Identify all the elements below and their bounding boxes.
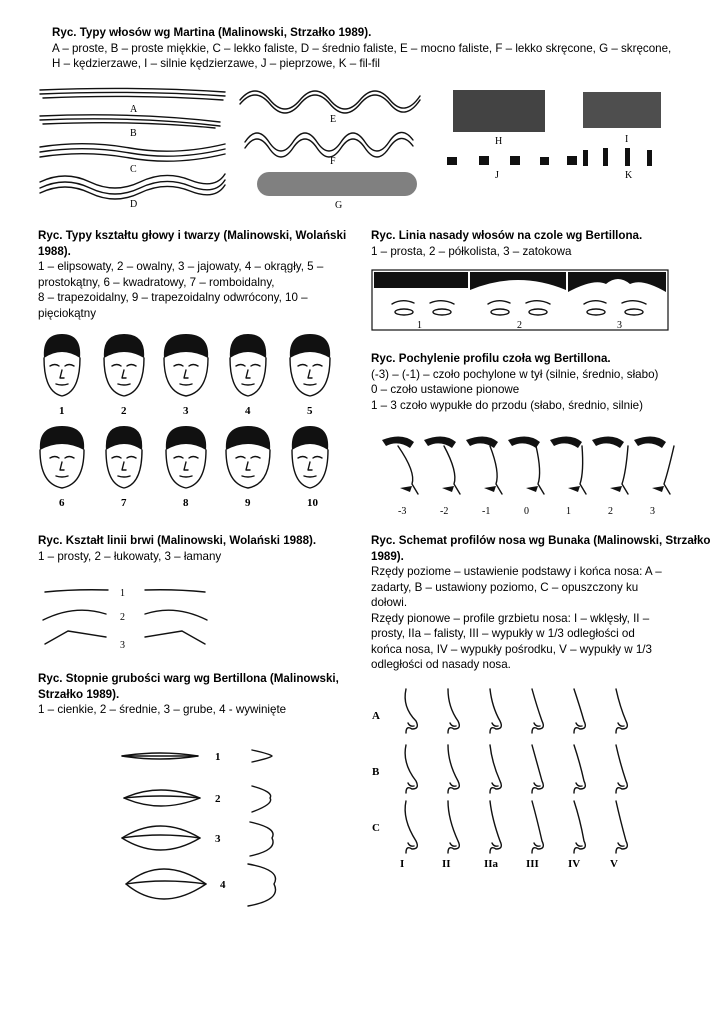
nose-col-label-5: IV	[568, 858, 581, 870]
hair-sample-j	[447, 156, 577, 181]
hair-sample-f	[245, 132, 413, 167]
face-label-6: 6	[59, 497, 65, 509]
hair-label-i: I	[625, 134, 629, 145]
nose-col-label-4: III	[526, 858, 539, 870]
brow-sample-3	[45, 631, 205, 651]
face-shape-7	[106, 426, 142, 488]
brow-label-1: 1	[120, 588, 125, 599]
forehead-profile-4	[508, 436, 544, 494]
forehead-legend-line3: 1 – 3 czoło wypukłe do przodu (słabo, średnio, silnie)	[371, 398, 643, 412]
lips-sample-1	[122, 750, 272, 763]
nose-profile-c-2	[448, 801, 459, 853]
hair-title: Ryc. Typy włosów wg Martina (Malinowski, Strzałko 1989).	[52, 26, 372, 39]
face-label-2: 2	[121, 405, 127, 417]
face-shape-9	[226, 426, 270, 488]
nose-profile-b-4	[532, 745, 543, 793]
nose-col-label-3: IIa	[484, 858, 499, 870]
nose-legend-line5: prosty, IIa – falisty, III – wypukły w 1/3 odległości od	[371, 627, 635, 640]
hair-sample-g	[257, 172, 417, 211]
nose-profile-c-5	[574, 801, 585, 853]
face-label-9: 9	[245, 497, 251, 509]
nose-legend-line3: dołowi.	[371, 596, 408, 609]
nose-profile-a-2	[448, 689, 459, 733]
nose-col-label-2: II	[442, 858, 451, 870]
forehead-profile-3	[466, 436, 502, 494]
head-caption	[38, 228, 358, 321]
nose-profile-b-3	[490, 745, 501, 793]
hair-label-f: F	[330, 156, 336, 167]
hair-sample-h	[453, 90, 545, 147]
hair-legend-line1: A – proste, B – proste miękkie, C – lekko faliste, D – średnio faliste, E – mocno faliste, F – lekko skręcone, G – skręcone,	[52, 41, 672, 55]
nose-profile-a-5	[574, 689, 585, 733]
hair-caption	[52, 25, 712, 72]
brow-legend-line1: 1 – prosty, 2 – łukowaty, 3 – łamany	[38, 549, 222, 563]
lips-title: Ryc. Stopnie grubości warg wg Bertillona (Malinowski, Strzałko 1989).	[38, 672, 339, 701]
hair-label-a: A	[130, 104, 138, 115]
brow-label-2: 2	[120, 612, 125, 623]
forehead-label-6: 2	[608, 506, 613, 517]
lips-label-4: 4	[220, 879, 226, 891]
head-legend-line3: 8 – trapezoidalny, 9 – trapezoidalny odwrócony, 10 –	[38, 291, 308, 304]
hair-label-h: H	[495, 136, 503, 147]
hair-label-b: B	[130, 128, 137, 139]
hair-sample-d	[40, 174, 225, 210]
lips-sample-4	[126, 864, 276, 906]
forehead-profile-6	[592, 436, 628, 494]
lips-legend-line1: 1 – cienkie, 2 – średnie, 3 – grube, 4 - wywinięte	[38, 703, 287, 716]
hair-sample-b	[40, 115, 220, 139]
nose-profile-a-1	[405, 689, 417, 733]
face-shape-1	[44, 334, 80, 396]
brow-title: Ryc. Kształt linii brwi (Malinowski, Wolański 1988).	[38, 534, 317, 547]
forehead-label-3: -1	[482, 506, 491, 517]
nose-profile-b-2	[448, 745, 459, 793]
forehead-label-4: 0	[524, 506, 529, 517]
face-label-7: 7	[121, 497, 127, 509]
forehead-label-1: -3	[398, 506, 407, 517]
forehead-label-7: 3	[650, 506, 655, 517]
hair-label-k: K	[625, 170, 633, 181]
hair-types-figure	[35, 82, 695, 212]
nose-figure	[372, 685, 662, 870]
hairline-caption	[371, 228, 701, 259]
brow-figure	[40, 584, 220, 654]
hair-label-e: E	[330, 114, 337, 125]
face-shape-6	[40, 426, 84, 488]
forehead-profile-2	[424, 436, 460, 494]
forehead-figure	[372, 432, 672, 518]
hair-legend-line2: H – kędzierzawe, I – silnie kędzierzawe, J – pieprzowe, K – fil-fil	[52, 57, 380, 70]
nose-profile-b-5	[574, 745, 585, 793]
nose-legend-line1: Rzędy poziome – ustawienie podstawy i końca nosa: A –	[371, 565, 662, 578]
head-legend-line1: 1 – elipsowaty, 2 – owalny, 3 – jajowaty, 4 – okrągły, 5 –	[38, 260, 324, 273]
hair-label-g: G	[335, 200, 343, 211]
nose-profile-a-3	[490, 689, 501, 733]
face-label-3: 3	[183, 405, 189, 417]
forehead-label-2: -2	[440, 506, 449, 517]
forehead-label-5: 1	[566, 506, 571, 517]
head-shapes-figure	[40, 330, 360, 520]
nose-caption	[371, 533, 711, 673]
lips-label-3: 3	[215, 833, 221, 845]
hair-sample-e	[240, 91, 420, 125]
forehead-legend-line1: (-3) – (-1) – czoło pochylone w tył (silnie, średnio, słabo)	[371, 367, 659, 381]
nose-col-label-6: V	[610, 858, 618, 870]
hairline-sample-3	[568, 272, 666, 331]
head-legend-line4: pięciokątny	[38, 306, 97, 320]
face-label-10: 10	[307, 497, 318, 509]
nose-col-label-1: I	[400, 858, 405, 870]
forehead-profile-1	[382, 436, 418, 494]
face-shape-3	[164, 334, 208, 396]
head-title: Ryc. Typy kształtu głowy i twarzy (Malinowski, Wolański 1988).	[38, 229, 347, 258]
forehead-caption	[371, 351, 711, 413]
nose-legend-line6: końca nosa, IV – wypukły pośrodku, V – wypukły w 1/3	[371, 642, 652, 656]
hair-sample-c	[40, 144, 225, 175]
head-legend-line2: prostokątny, 6 – kwadratowy, 7 – romboidalny,	[38, 275, 275, 289]
face-label-5: 5	[307, 405, 313, 417]
face-shape-5	[290, 334, 330, 396]
nose-profile-c-4	[532, 801, 543, 853]
hairline-label-2: 2	[517, 320, 522, 331]
hairline-label-3: 3	[617, 320, 622, 331]
face-shape-8	[166, 426, 206, 488]
hair-label-d: D	[130, 199, 138, 210]
nose-profile-a-6	[616, 689, 627, 733]
lips-figure	[120, 742, 290, 912]
nose-profile-c-3	[490, 801, 501, 853]
hairline-sample-2	[470, 272, 566, 331]
face-shape-10	[292, 426, 328, 488]
hairline-figure	[372, 270, 668, 332]
brow-label-3: 3	[120, 640, 125, 651]
hair-sample-k	[583, 148, 652, 181]
nose-legend-line2: zadarty, B – ustawiony poziomo, C – opuszczony ku	[371, 580, 639, 594]
hairline-label-1: 1	[417, 320, 422, 331]
brow-caption	[38, 533, 358, 564]
face-shape-2	[104, 334, 144, 396]
hair-label-c: C	[130, 164, 137, 175]
hair-label-j: J	[495, 170, 499, 181]
hairline-legend-line1: 1 – prosta, 2 – półkolista, 3 – zatokowa	[371, 244, 572, 258]
forehead-legend-line2: 0 – czoło ustawione pionowe	[371, 383, 520, 396]
brow-sample-2	[43, 610, 207, 623]
hair-sample-a	[40, 88, 225, 115]
forehead-profile-7	[634, 436, 674, 494]
lips-label-2: 2	[215, 793, 221, 805]
nose-row-label-c: C	[372, 822, 380, 834]
face-label-1: 1	[59, 405, 65, 417]
nose-profile-b-6	[616, 745, 627, 793]
nose-row-label-b: B	[372, 766, 380, 778]
nose-title: Ryc. Schemat profilów nosa wg Bunaka (Malinowski, Strzałko 1989).	[371, 534, 711, 563]
nose-row-label-a: A	[372, 710, 380, 722]
lips-sample-2	[124, 786, 271, 812]
nose-profile-c-1	[405, 801, 417, 853]
hairline-title: Ryc. Linia nasady włosów na czole wg Bertillona.	[371, 229, 643, 242]
lips-caption	[38, 671, 358, 718]
hairline-sample-1	[374, 272, 468, 331]
nose-legend-line7: odległości od nasady nosa.	[371, 658, 511, 671]
face-shape-4	[230, 334, 266, 396]
nose-profile-b-1	[405, 745, 417, 793]
face-label-8: 8	[183, 497, 189, 509]
hair-sample-i	[583, 92, 661, 145]
face-label-4: 4	[245, 405, 251, 417]
lips-label-1: 1	[215, 751, 221, 763]
brow-sample-1	[45, 588, 205, 599]
lips-sample-3	[122, 822, 273, 856]
nose-profile-a-4	[532, 689, 543, 733]
nose-legend-line4: Rzędy pionowe – profile grzbietu nosa: I – wklęsły, II –	[371, 611, 650, 625]
forehead-title: Ryc. Pochylenie profilu czoła wg Bertillona.	[371, 352, 611, 365]
nose-profile-c-6	[616, 801, 627, 853]
forehead-profile-5	[550, 436, 586, 494]
